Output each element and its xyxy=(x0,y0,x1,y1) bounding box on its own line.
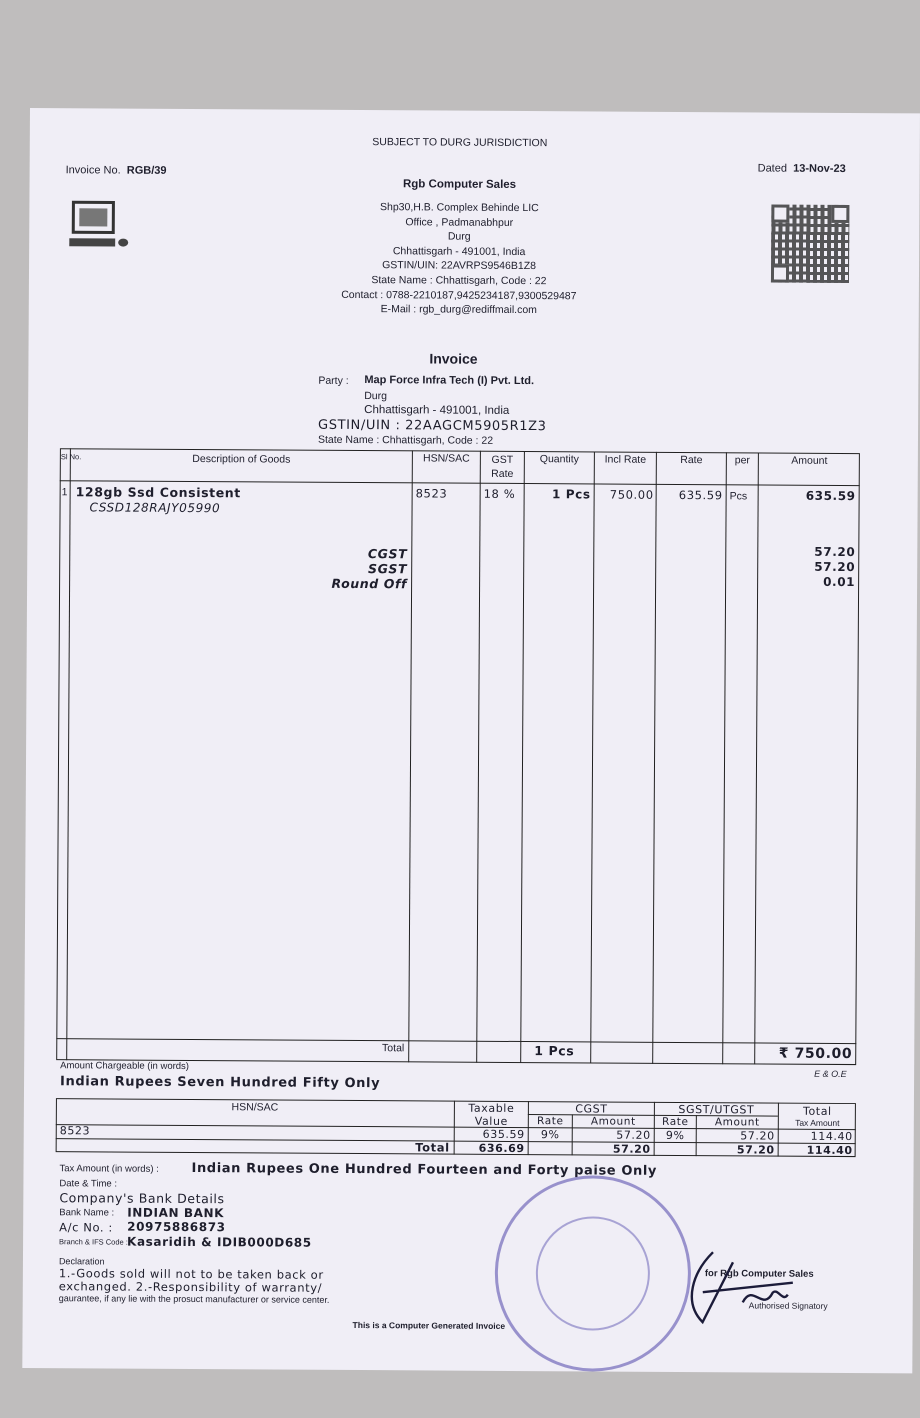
tax-row-hsn: 8523 xyxy=(59,1124,91,1138)
tax-label-roundoff: Round Off xyxy=(331,575,408,592)
tax-row-total: 114.40 xyxy=(810,1129,853,1144)
item-sl: 1 xyxy=(61,486,68,499)
col-quantity-header: Quantity xyxy=(539,453,579,466)
col-incl-rate-header: Incl Rate xyxy=(604,453,647,466)
seller-name: Rgb Computer Sales xyxy=(402,178,517,191)
tax-label-cgst: CGST xyxy=(367,546,408,562)
bank-ac: 20975886873 xyxy=(127,1219,226,1235)
tax-sgst-amount-label: Amount xyxy=(714,1116,760,1129)
col-amount-header: Amount xyxy=(791,454,828,467)
item-hsn: 8523 xyxy=(415,486,448,501)
tax-row-cgst-rate: 9% xyxy=(540,1128,560,1142)
seller-address: Shp30,H.B. Complex Behinde LIC Office , Padmanabhpur Durg Chhattisgarh - 491001, India GSTIN/UIN: 22AVRPS9546B1Z8 State Name : Chhattisgarh, Code : 22 Contact : 0788-2210187,9425234187,9300529487 E-Mail : rgb_durg@rediffmail.com xyxy=(341,201,577,317)
invoice-date: Dated 13-Nov-23 xyxy=(757,162,846,175)
tax-words-label: Tax Amount (in words) : xyxy=(59,1163,159,1175)
tax-amount-sgst: 57.20 xyxy=(814,559,856,575)
tax-col-total-sub: Tax Amount xyxy=(795,1117,840,1128)
computer-logo-icon xyxy=(69,200,129,256)
party-city: Durg xyxy=(364,390,388,403)
bank-branch: Kasaridih & IDIB000D685 xyxy=(127,1234,312,1250)
declaration-line1: 1.-Goods sold will not to be taken back or xyxy=(58,1266,324,1282)
tax-amount-roundoff: 0.01 xyxy=(823,574,856,590)
tax-row-sgst-amount: 57.20 xyxy=(740,1129,775,1143)
item-description: 128gb Ssd Consistent xyxy=(75,484,241,501)
item-quantity: 1 Pcs xyxy=(552,487,591,502)
party-gstin: GSTIN/UIN : 22AAGCM5905R1Z3 xyxy=(318,417,547,435)
total-amount: ₹ 750.00 xyxy=(778,1045,853,1063)
col-per-header: per xyxy=(734,454,750,467)
tax-row-sgst-rate: 9% xyxy=(665,1128,685,1143)
tax-col-taxable-header: Taxable Value xyxy=(468,1101,515,1128)
signature-icon xyxy=(673,1242,814,1333)
tax-total-sgst: 57.20 xyxy=(736,1143,775,1157)
qr-code-icon xyxy=(771,205,849,283)
col-description-header: Description of Goods xyxy=(192,452,291,466)
col-sl-header: Sl No. xyxy=(60,452,82,462)
authorised-signatory: Authorised Signatory xyxy=(748,1300,828,1311)
tax-total-cgst: 57.20 xyxy=(612,1142,651,1156)
tax-row-taxable: 635.59 xyxy=(482,1127,525,1142)
tax-col-cgst-header: CGST xyxy=(575,1102,608,1116)
party-state-name: State Name : Chhattisgarh, Code : 22 xyxy=(317,433,494,447)
invoice-number: Invoice No. RGB/39 xyxy=(65,164,167,177)
invoice-title: Invoice xyxy=(429,350,478,367)
tax-amount-cgst: 57.20 xyxy=(814,544,856,560)
item-per: Pcs xyxy=(729,490,748,503)
party-name: Map Force Infra Tech (I) Pvt. Ltd. xyxy=(364,374,535,388)
tax-col-total-header: Total xyxy=(802,1104,832,1118)
declaration-line3: gaurantee, if any lie with the prosuct manufacturer or service center. xyxy=(58,1293,330,1305)
total-quantity: 1 Pcs xyxy=(534,1043,575,1059)
amount-words-label: Amount Chargeable (in words) xyxy=(60,1060,190,1072)
jurisdiction-text: SUBJECT TO DURG JURISDICTION xyxy=(372,136,548,150)
tax-col-hsn-header: HSN/SAC xyxy=(231,1101,279,1114)
party-label: Party : xyxy=(318,374,349,387)
computer-generated-note: This is a Computer Generated Invoice xyxy=(352,1319,506,1331)
tax-col-sgst-header: SGST/UTGST xyxy=(678,1102,755,1117)
bank-title: Company's Bank Details xyxy=(59,1190,225,1207)
declaration-line2: exchanged. 2.-Responsibility of warranty/ xyxy=(58,1279,323,1295)
tax-sgst-rate-label: Rate xyxy=(662,1115,689,1129)
tax-row-cgst-amount: 57.20 xyxy=(616,1128,651,1142)
col-hsn-header: HSN/SAC xyxy=(422,452,470,465)
tax-words: Indian Rupees One Hundred Fourteen and Forty paise Only xyxy=(191,1161,658,1179)
tax-cgst-amount-label: Amount xyxy=(590,1115,636,1128)
datetime-label: Date & Time : xyxy=(59,1178,118,1190)
col-rate-header: Rate xyxy=(680,453,703,467)
party-state: Chhattisgarh - 491001, India xyxy=(364,404,510,417)
tax-total-label: Total xyxy=(415,1140,450,1155)
items-table xyxy=(56,448,860,1065)
tax-total-taxable: 636.69 xyxy=(478,1141,525,1156)
total-label: Total xyxy=(382,1042,405,1055)
eoe-text: E & O.E xyxy=(814,1068,847,1080)
bank-ac-label: A/c No. : xyxy=(59,1220,113,1235)
item-serial: CSSD128RAJY05990 xyxy=(89,500,221,516)
item-amount: 635.59 xyxy=(805,488,856,504)
signature-for-label: for Rgb Computer Sales xyxy=(704,1268,814,1280)
item-incl-rate: 750.00 xyxy=(609,487,654,502)
invoice-paper xyxy=(22,108,920,1373)
bank-name: INDIAN BANK xyxy=(127,1205,225,1221)
amount-words: Indian Rupees Seven Hundred Fifty Only xyxy=(60,1074,381,1092)
tax-cgst-rate-label: Rate xyxy=(537,1115,564,1128)
declaration-title: Declaration xyxy=(58,1256,105,1267)
bank-branch-label: Branch & IFS Code : xyxy=(59,1237,128,1247)
tax-label-sgst: SGST xyxy=(367,561,408,577)
tax-total-total: 114.40 xyxy=(806,1143,853,1158)
item-gst-rate: 18 % xyxy=(483,486,516,501)
item-rate: 635.59 xyxy=(678,487,723,503)
col-gst-rate-header: GST Rate xyxy=(491,453,514,480)
bank-name-label: Bank Name : xyxy=(59,1207,115,1219)
company-seal-icon xyxy=(494,1175,691,1372)
